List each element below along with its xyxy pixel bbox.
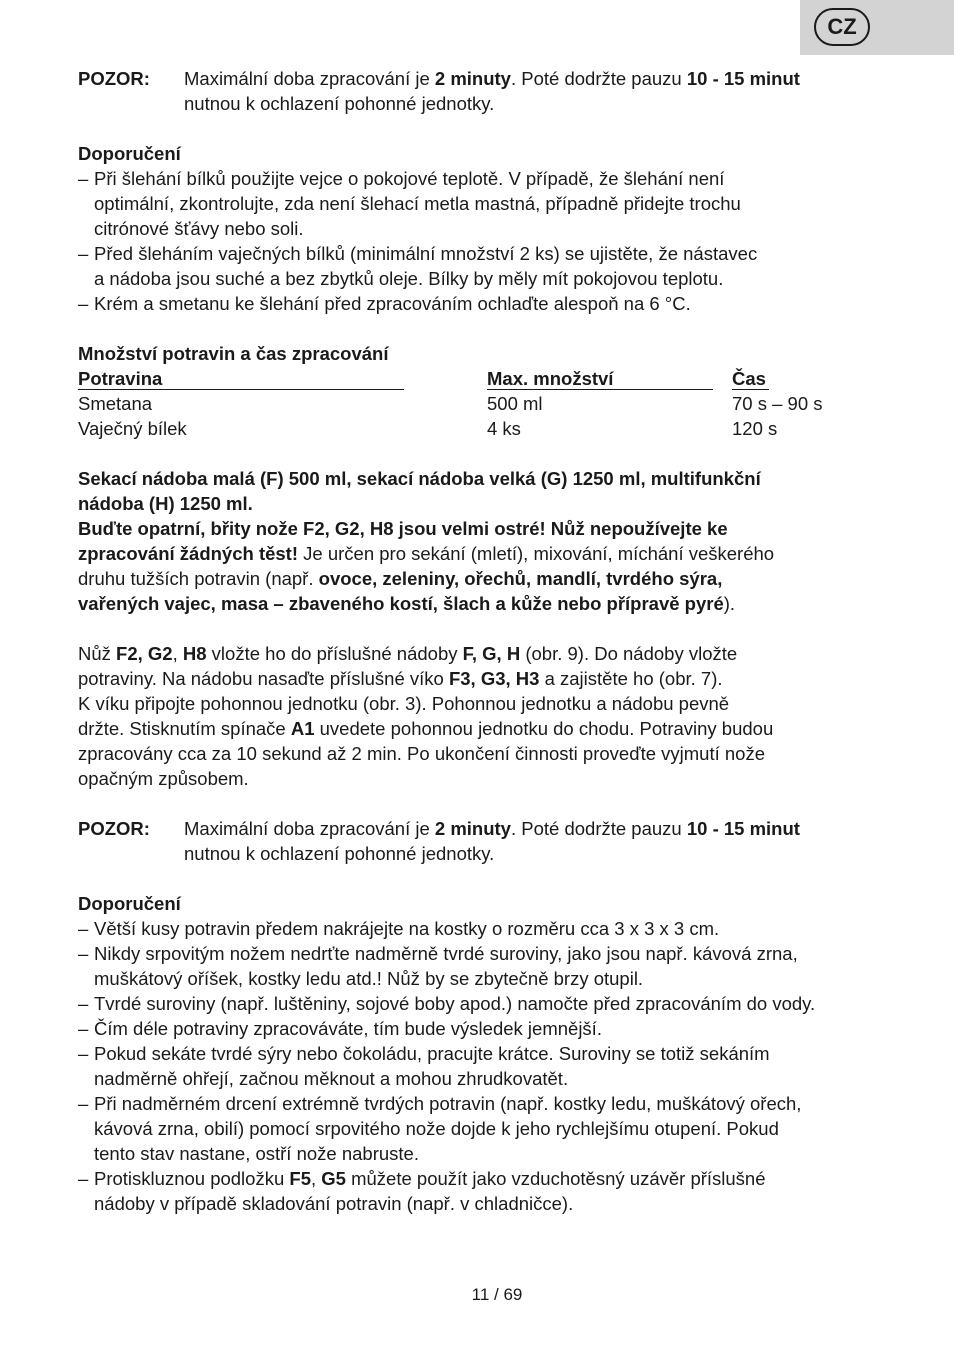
recommendation-list	[78, 166, 878, 316]
warning-note-1	[78, 66, 878, 116]
quantity-table	[78, 366, 878, 441]
table-header-cell: Max. množství	[487, 368, 614, 389]
section-heading: Doporučení	[78, 893, 181, 914]
warning-note-2	[78, 816, 878, 866]
warning-label: POZOR:	[78, 68, 150, 89]
warning-line: Maximální doba zpracování je 2 minuty. Poté dodržte pauzu 10 - 15 minut	[184, 68, 800, 89]
list-item: – Čím déle potraviny zpracováváte, tím bude výsledek jemnější.	[78, 1016, 878, 1041]
table-cell: 120 s	[732, 418, 778, 439]
table-row	[78, 416, 878, 441]
table-header-cell: Čas	[732, 368, 766, 389]
warning-line: Maximální doba zpracování je 2 minuty. Poté dodržte pauzu 10 - 15 minut	[184, 818, 800, 839]
list-item: – Nikdy srpovitým nožem nedrťte nadměrně tvrdé suroviny, jako jsou např. kávová zrna, muškátový oříšek, kostky ledu atd.! Nůž by se zbytečně brzy otupil.	[78, 941, 878, 991]
header-underline	[78, 389, 404, 390]
list-item: – Při šlehání bílků použijte vejce o pokojové teplotě. V případě, že šlehání není optimální, zkontrolujte, zda není šlehací metla mastná, případně přidejte trochu citrónové šťávy nebo soli.	[78, 166, 878, 241]
table-heading: Množství potravin a čas zpracování	[78, 343, 389, 364]
warning-line: nutnou k ochlazení pohonné jednotky.	[184, 93, 495, 114]
list-item: – Tvrdé suroviny (např. luštěniny, sojové boby apod.) namočte před zpracováním do vody.	[78, 991, 878, 1016]
table-cell: 70 s – 90 s	[732, 393, 823, 414]
table-cell: 500 ml	[487, 393, 543, 414]
warning-line: nutnou k ochlazení pohonné jednotky.	[184, 843, 495, 864]
list-item: – Před šleháním vaječných bílků (minimální množství 2 ks) se ujistěte, že nástavec a nádoba jsou suché a bez zbytků oleje. Bílky by měly mít pokojovou teplotu.	[78, 241, 878, 291]
header-underline	[487, 389, 713, 390]
table-cell: 4 ks	[487, 418, 521, 439]
section-heading: Doporučení	[78, 143, 181, 164]
list-item: – Při nadměrném drcení extrémně tvrdých potravin (např. kostky ledu, muškátový ořech, kávová zrna, obilí) pomocí srpovitého nože dojde k jeho rychlejšímu otupení. Pokud tento stav nastane, ostří nože nabruste.	[78, 1091, 878, 1166]
language-badge: CZ	[814, 8, 870, 46]
table-row	[78, 391, 878, 416]
table-header-cell: Potravina	[78, 368, 163, 389]
warning-label: POZOR:	[78, 818, 150, 839]
table-cell: Smetana	[78, 393, 153, 414]
instructions-paragraph: Nůž F2, G2, H8 vložte ho do příslušné nádoby F, G, H (obr. 9). Do nádoby vložte potraviny. Na nádobu nasaďte příslušné víko F3, G3, H3 a zajistěte ho (obr. 7). K víku připojte pohonnou jednotku (obr. 3). Pohonnou jednotku a nádobu pevně držte. Stisknutím spínače A1 uvedete pohonnou jednotku do chodu. Potraviny budou zpracovány cca za 10 sekund až 2 min. Po ukončení činnosti proveďte vyjmutí nože opačným způsobem.	[78, 643, 774, 789]
chopper-section: Sekací nádoba malá (F) 500 ml, sekací nádoba velká (G) 1250 ml, multifunkční nádoba (H) 1250 ml. Buďte opatrní, břity nože F2, G2, H8 jsou velmi ostré! Nůž nepoužívejte ke zpracování žádných těst! Je určen pro sekání (mletí), mixování, míchání veškerého druhu tužších potravin (např. ovoce, zeleniny, ořechů, mandlí, tvrdého sýra, vařených vajec, masa – zbaveného kostí, šlach a kůže nebo přípravě pyré).	[78, 468, 775, 614]
list-item: – Protiskluznou podložku F5, G5 můžete použít jako vzduchotěsný uzávěr příslušné nádoby v případě skladování potravin (např. v chladničce).	[78, 1166, 878, 1216]
list-item: – Krém a smetanu ke šlehání před zpracováním ochlaďte alespoň na 6 °C.	[78, 291, 878, 316]
list-item: – Pokud sekáte tvrdé sýry nebo čokoládu, pracujte krátce. Suroviny se totiž sekáním nadměrně ohřejí, začnou měknout a mohou zhrudkovatět.	[78, 1041, 878, 1091]
table-cell: Vaječný bílek	[78, 418, 187, 439]
recommendation-list	[78, 916, 878, 1216]
table-header-row	[78, 366, 878, 391]
header-underline	[732, 389, 769, 390]
page-content	[78, 66, 878, 1216]
page-number: 11 / 69	[471, 1285, 523, 1304]
list-item: – Větší kusy potravin předem nakrájejte na kostky o rozměru cca 3 x 3 x 3 cm.	[78, 916, 878, 941]
